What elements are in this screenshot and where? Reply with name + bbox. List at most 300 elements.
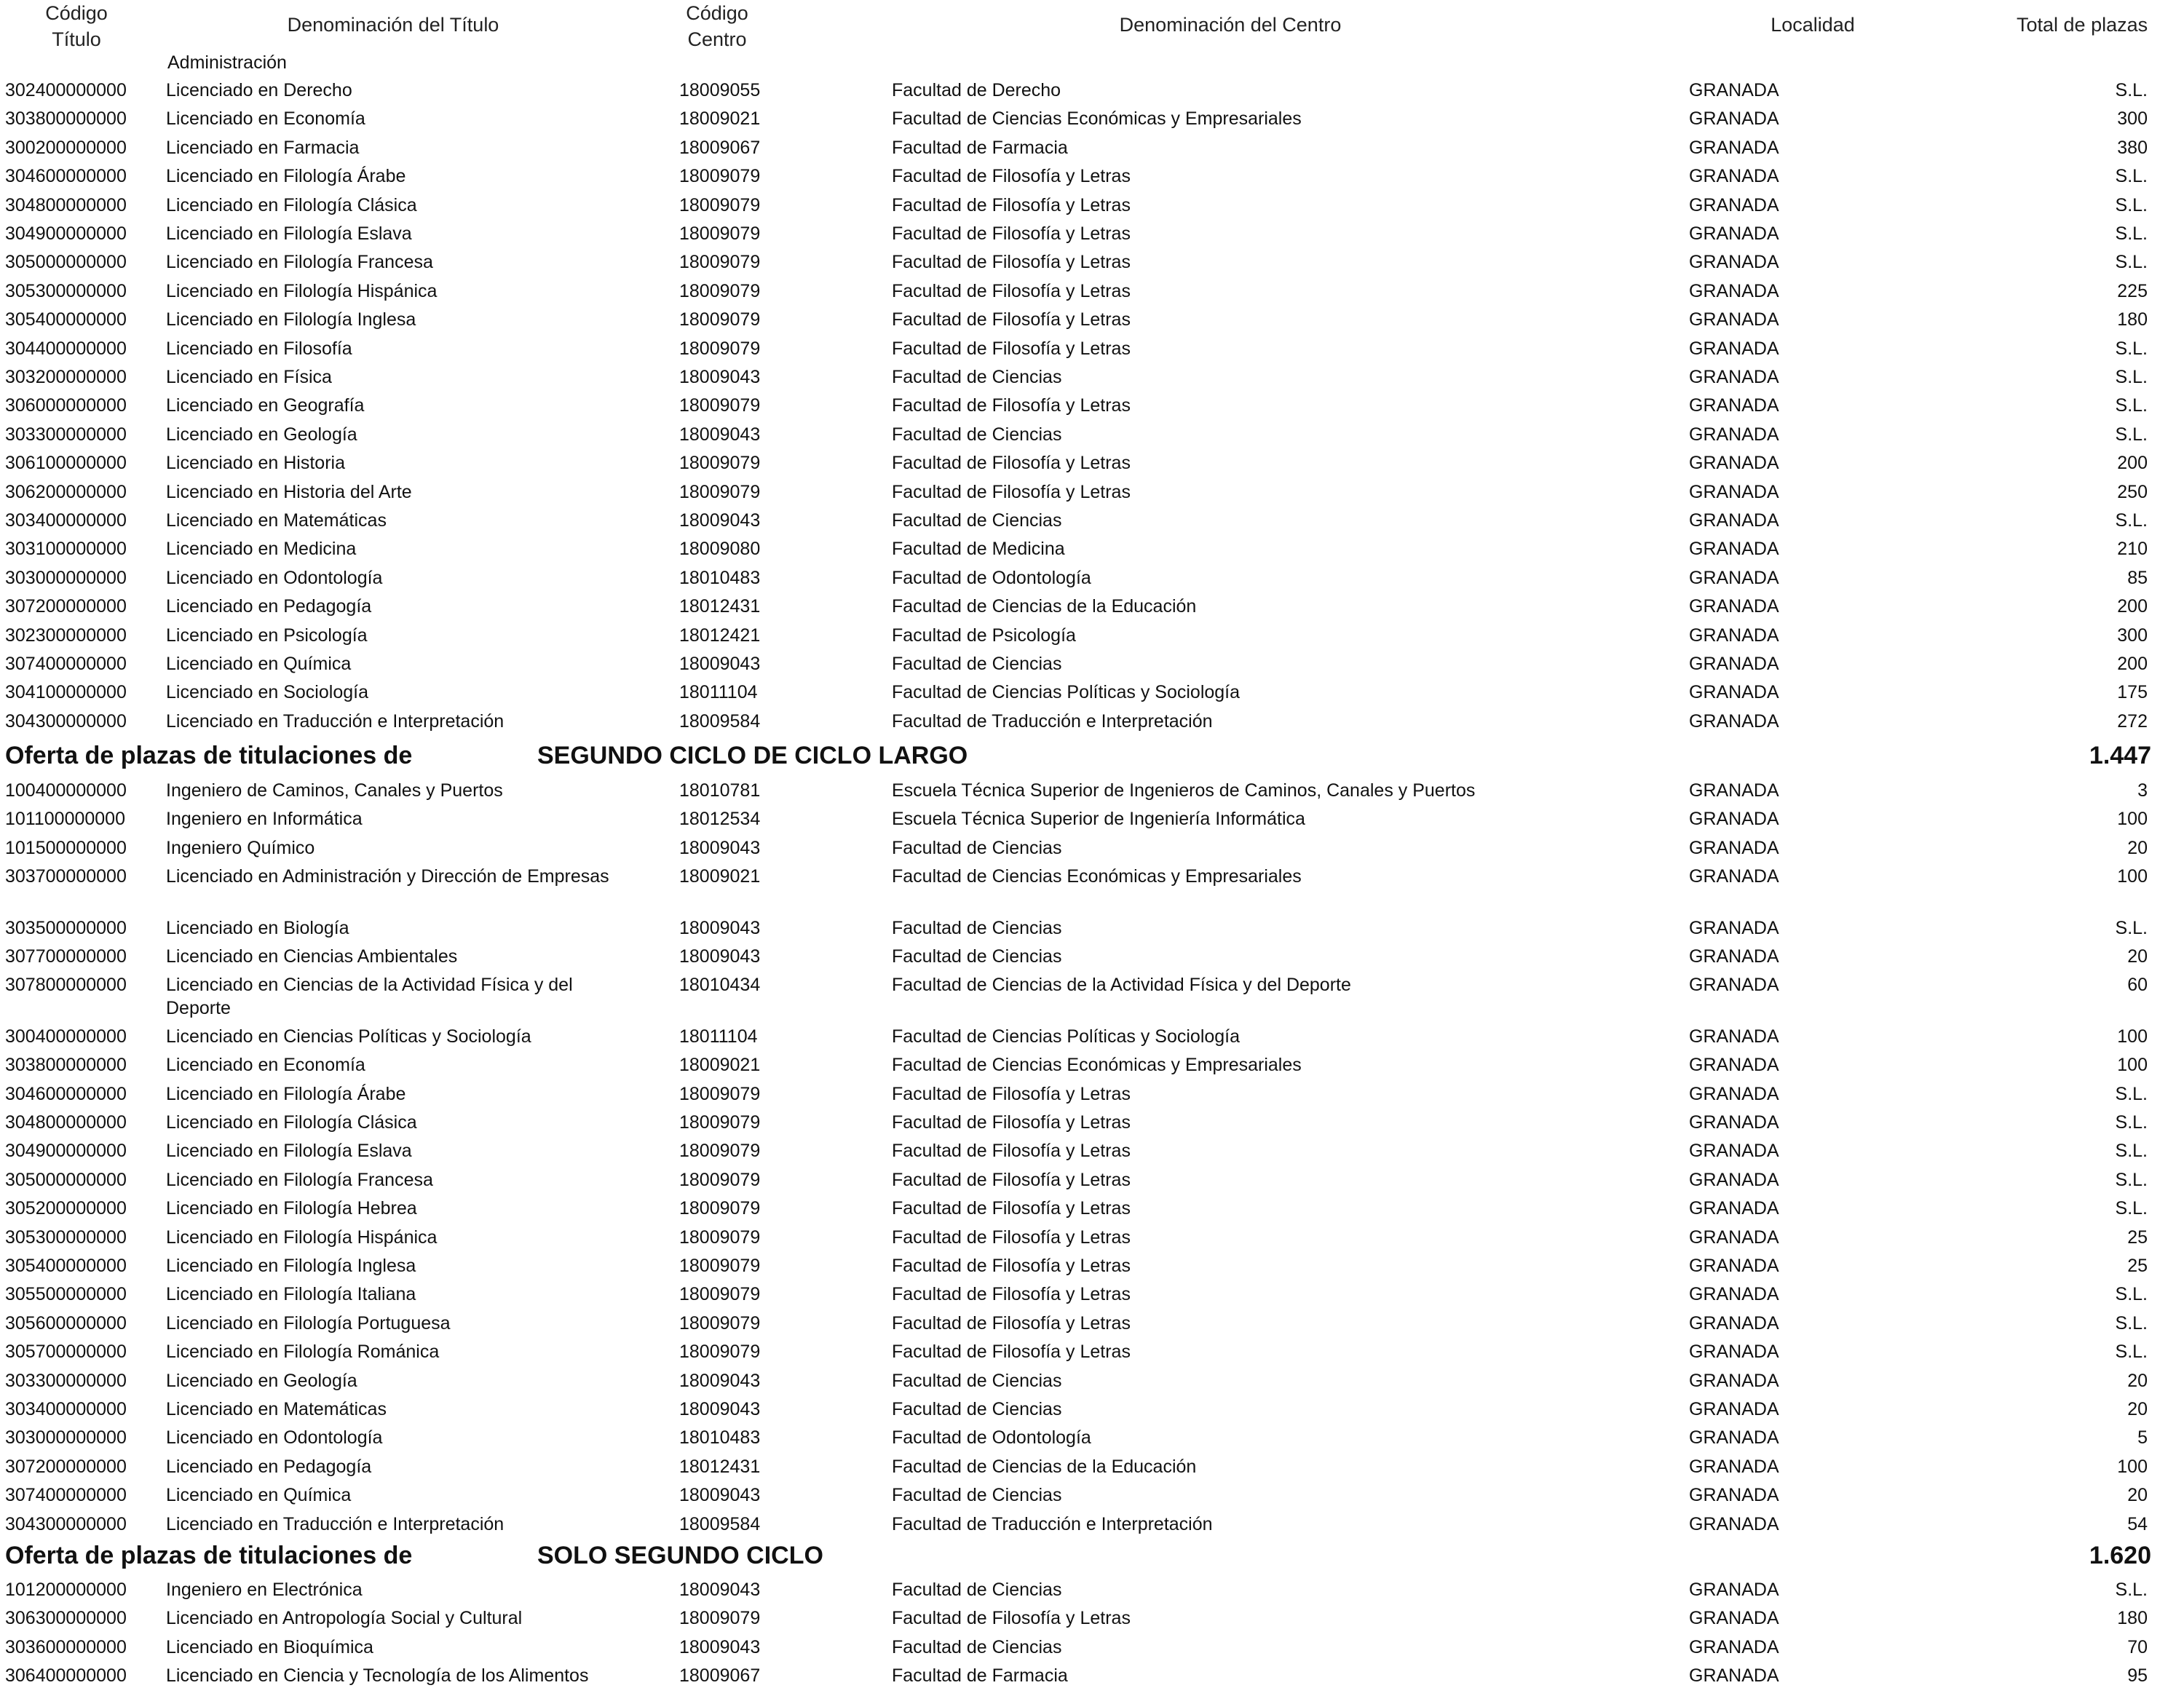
localidad: GRANADA <box>1689 108 1779 130</box>
centro-code: 18009021 <box>679 108 761 130</box>
centro-code: 18009079 <box>679 1256 761 1276</box>
total-plazas: 300 <box>2117 108 2148 130</box>
localidad: GRANADA <box>1689 710 1779 732</box>
centro-code: 18012534 <box>679 809 761 830</box>
titulo-code: 303100000000 <box>5 539 127 560</box>
centro-code: 18009043 <box>679 837 761 858</box>
centro-code: 18009079 <box>679 194 761 215</box>
centro-code: 18009079 <box>679 1112 761 1133</box>
localidad: GRANADA <box>1689 1169 1779 1190</box>
titulo-code: 304900000000 <box>5 223 127 244</box>
titulo-code: 305000000000 <box>5 1169 127 1190</box>
centro-name: Facultad de Filosofía y Letras <box>892 194 1131 215</box>
centro-code: 18009043 <box>679 1485 761 1506</box>
centro-code: 18010434 <box>679 975 761 996</box>
titulo-code: 307200000000 <box>5 596 127 617</box>
titulo-code: 303300000000 <box>5 1370 127 1391</box>
section-total: 1.620 <box>2089 1542 2151 1569</box>
centro-name: Facultad de Ciencias <box>892 1580 1062 1600</box>
centro-code: 18009043 <box>679 367 761 387</box>
localidad: GRANADA <box>1689 1284 1779 1305</box>
centro-code: 18009079 <box>679 309 761 330</box>
centro-code: 18009043 <box>679 917 761 938</box>
centro-code: 18011104 <box>679 1026 758 1047</box>
total-plazas: 85 <box>2127 567 2148 588</box>
centro-name: Facultad de Filosofía y Letras <box>892 252 1131 273</box>
titulo-code: 305700000000 <box>5 1342 127 1363</box>
titulo-code: 303700000000 <box>5 866 127 887</box>
localidad: GRANADA <box>1689 837 1779 858</box>
localidad: GRANADA <box>1689 1055 1779 1076</box>
titulo-code: 306300000000 <box>5 1608 127 1629</box>
titulo-name: Licenciado en Filología Árabe <box>166 166 406 187</box>
centro-code: 18009079 <box>679 1284 761 1305</box>
localidad: GRANADA <box>1689 1370 1779 1391</box>
titulo-code: 303500000000 <box>5 917 127 938</box>
header-denominacion-centro: Denominación del Centro <box>1119 14 1342 36</box>
titulo-name: Licenciado en Economía <box>166 108 365 130</box>
localidad: GRANADA <box>1689 780 1779 801</box>
header-localidad: Localidad <box>1770 14 1855 36</box>
titulo-code: 304300000000 <box>5 1513 127 1534</box>
titulo-code: 300400000000 <box>5 1026 127 1047</box>
total-plazas: 20 <box>2127 1370 2148 1391</box>
centro-name: Facultad de Filosofía y Letras <box>892 309 1131 330</box>
localidad: GRANADA <box>1689 1227 1779 1248</box>
titulo-name: Licenciado en Bioquímica <box>166 1636 373 1657</box>
titulo-name: Licenciado en Biología <box>166 917 349 938</box>
total-plazas: S.L. <box>2115 1580 2148 1600</box>
titulo-code: 306000000000 <box>5 395 127 416</box>
localidad: GRANADA <box>1689 625 1779 646</box>
centro-name: Facultad de Filosofía y Letras <box>892 481 1131 502</box>
localidad: GRANADA <box>1689 481 1779 502</box>
centro-name: Facultad de Medicina <box>892 539 1065 560</box>
localidad: GRANADA <box>1689 338 1779 359</box>
total-plazas: 200 <box>2117 596 2148 617</box>
centro-code: 18009079 <box>679 1227 761 1248</box>
titulo-code: 306200000000 <box>5 481 127 502</box>
total-plazas: S.L. <box>2115 1083 2148 1104</box>
titulo-code: 302400000000 <box>5 80 127 100</box>
titulo-code: 303000000000 <box>5 567 127 588</box>
centro-code: 18011104 <box>679 682 758 703</box>
localidad: GRANADA <box>1689 1580 1779 1600</box>
localidad: GRANADA <box>1689 1112 1779 1133</box>
localidad: GRANADA <box>1689 539 1779 560</box>
centro-name: Facultad de Derecho <box>892 80 1061 100</box>
titulo-code: 304900000000 <box>5 1141 127 1162</box>
localidad: GRANADA <box>1689 1427 1779 1449</box>
titulo-code: 303200000000 <box>5 367 127 387</box>
centro-code: 18009067 <box>679 137 761 158</box>
total-plazas: 95 <box>2127 1665 2148 1687</box>
localidad: GRANADA <box>1689 1256 1779 1276</box>
total-plazas: 200 <box>2117 654 2148 674</box>
titulo-name: Licenciado en Física <box>166 367 332 387</box>
titulo-name: Licenciado en Ciencia y Tecnología de los Alimentos <box>166 1665 589 1687</box>
titulo-code: 306400000000 <box>5 1665 127 1687</box>
centro-code: 18009043 <box>679 1580 761 1600</box>
total-plazas: S.L. <box>2115 510 2148 531</box>
titulo-code: 101100000000 <box>5 809 125 830</box>
centro-code: 18010483 <box>679 567 761 588</box>
centro-name: Escuela Técnica Superior de Ingenieros de Caminos, Canales y Puertos <box>892 780 1476 801</box>
total-plazas: 100 <box>2117 1456 2148 1477</box>
centro-name: Facultad de Ciencias <box>892 367 1062 387</box>
titulo-name: Licenciado en Traducción e Interpretación <box>166 710 505 732</box>
total-plazas: 225 <box>2117 280 2148 301</box>
centro-name: Facultad de Ciencias <box>892 424 1062 445</box>
titulo-code: 307400000000 <box>5 654 127 674</box>
titulo-name: Licenciado en Filología Inglesa <box>166 309 416 330</box>
localidad: GRANADA <box>1689 917 1779 938</box>
localidad: GRANADA <box>1689 1141 1779 1162</box>
titulo-name: Licenciado en Economía <box>166 1055 365 1076</box>
titulo-name: Ingeniero en Electrónica <box>166 1580 363 1600</box>
localidad: GRANADA <box>1689 1513 1779 1534</box>
total-plazas: 60 <box>2127 975 2148 996</box>
titulo-name: Licenciado en Filología Clásica <box>166 1112 417 1133</box>
titulo-name: Licenciado en Farmacia <box>166 137 360 158</box>
titulo-code: 304600000000 <box>5 1083 127 1104</box>
localidad: GRANADA <box>1689 1342 1779 1363</box>
section-lead: Oferta de plazas de titulaciones de <box>5 1542 413 1569</box>
centro-code: 18010781 <box>679 780 761 801</box>
total-plazas: 210 <box>2117 539 2148 560</box>
header-denominacion-titulo: Denominación del Título <box>287 14 499 36</box>
centro-code: 18009067 <box>679 1665 761 1687</box>
titulo-code: 302300000000 <box>5 625 127 646</box>
titulo-code: 303300000000 <box>5 424 127 445</box>
header-codigo-centro-line2: Centro <box>687 28 747 50</box>
titulo-name: Licenciado en Antropología Social y Cultural <box>166 1608 523 1629</box>
centro-code: 18009043 <box>679 1636 761 1657</box>
centro-code: 18012431 <box>679 1456 761 1477</box>
centro-name: Facultad de Ciencias Económicas y Empresariales <box>892 866 1302 887</box>
localidad: GRANADA <box>1689 367 1779 387</box>
localidad: GRANADA <box>1689 252 1779 273</box>
centro-name: Facultad de Ciencias <box>892 1399 1062 1419</box>
centro-code: 18009021 <box>679 866 761 887</box>
titulo-name: Licenciado en Pedagogía <box>166 596 372 617</box>
total-plazas: S.L. <box>2115 1284 2148 1305</box>
centro-name: Facultad de Filosofía y Letras <box>892 1256 1131 1276</box>
centro-name: Facultad de Ciencias <box>892 1370 1062 1391</box>
titulo-name: Licenciado en Filología Francesa <box>166 252 433 273</box>
centro-name: Facultad de Traducción e Interpretación <box>892 1513 1213 1534</box>
localidad: GRANADA <box>1689 424 1779 445</box>
centro-code: 18012431 <box>679 596 761 617</box>
titulo-name: Licenciado en Filología Románica <box>166 1342 440 1363</box>
centro-name: Facultad de Ciencias <box>892 510 1062 531</box>
total-plazas: S.L. <box>2115 1112 2148 1133</box>
total-plazas: 380 <box>2117 137 2148 158</box>
total-plazas: S.L. <box>2115 917 2148 938</box>
total-plazas: 3 <box>2137 780 2148 801</box>
centro-name: Facultad de Farmacia <box>892 1665 1068 1687</box>
centro-code: 18009079 <box>679 481 761 502</box>
centro-name: Facultad de Filosofía y Letras <box>892 1141 1131 1162</box>
localidad: GRANADA <box>1689 1665 1779 1687</box>
centro-code: 18009079 <box>679 280 761 301</box>
titulo-code: 307200000000 <box>5 1456 127 1477</box>
total-plazas: S.L. <box>2115 1198 2148 1219</box>
centro-code: 18009079 <box>679 1169 761 1190</box>
localidad: GRANADA <box>1689 975 1779 996</box>
centro-name: Facultad de Filosofía y Letras <box>892 338 1131 359</box>
titulo-name: Licenciado en Traducción e Interpretación <box>166 1513 505 1534</box>
titulo-name: Licenciado en Ciencias de la Actividad Física y del Deporte <box>166 975 573 1019</box>
titulo-name: Licenciado en Química <box>166 654 352 674</box>
titulo-code: 101500000000 <box>5 837 127 858</box>
centro-name: Facultad de Filosofía y Letras <box>892 1083 1131 1104</box>
header-codigo-titulo <box>29 0 124 52</box>
centro-name: Facultad de Farmacia <box>892 137 1068 158</box>
titulo-name: Licenciado en Geografía <box>166 395 365 416</box>
centro-code: 18009043 <box>679 1370 761 1391</box>
total-plazas: 100 <box>2117 809 2148 830</box>
localidad: GRANADA <box>1689 510 1779 531</box>
centro-code: 18012421 <box>679 625 761 646</box>
titulo-name: Licenciado en Filología Hispánica <box>166 1227 438 1248</box>
titulo-code: 305000000000 <box>5 252 127 273</box>
localidad: GRANADA <box>1689 1608 1779 1629</box>
total-plazas: 20 <box>2127 1399 2148 1419</box>
titulo-code: 100400000000 <box>5 780 127 801</box>
titulo-code: 303800000000 <box>5 1055 127 1076</box>
centro-code: 18009079 <box>679 1608 761 1629</box>
localidad: GRANADA <box>1689 395 1779 416</box>
centro-code: 18009079 <box>679 395 761 416</box>
titulo-code: 300200000000 <box>5 137 127 158</box>
header-total-plazas: Total de plazas <box>2017 14 2148 36</box>
total-plazas: 20 <box>2127 946 2148 967</box>
titulo-name: Licenciado en Filología Clásica <box>166 194 417 215</box>
header-codigo-centro <box>670 0 764 52</box>
titulo-code: 303000000000 <box>5 1427 127 1449</box>
localidad: GRANADA <box>1689 809 1779 830</box>
centro-name: Facultad de Filosofía y Letras <box>892 395 1131 416</box>
localidad: GRANADA <box>1689 223 1779 244</box>
localidad: GRANADA <box>1689 280 1779 301</box>
titulo-code: 305300000000 <box>5 1227 127 1248</box>
centro-name: Facultad de Filosofía y Letras <box>892 1608 1131 1629</box>
total-plazas: 100 <box>2117 1055 2148 1076</box>
centro-name: Facultad de Ciencias Económicas y Empresariales <box>892 1055 1302 1076</box>
titulo-name: Licenciado en Filología Eslava <box>166 223 412 244</box>
total-plazas: S.L. <box>2115 1169 2148 1190</box>
centro-name: Facultad de Ciencias Políticas y Sociología <box>892 682 1241 703</box>
titulo-name: Licenciado en Medicina <box>166 539 357 560</box>
section-total: 1.447 <box>2089 742 2151 769</box>
continuation-text: Administración <box>167 52 287 73</box>
total-plazas: 175 <box>2117 682 2148 703</box>
section-lead: Oferta de plazas de titulaciones de <box>5 742 413 769</box>
total-plazas: S.L. <box>2115 252 2148 273</box>
titulo-code: 307700000000 <box>5 946 127 967</box>
centro-code: 18009080 <box>679 539 761 560</box>
centro-name: Facultad de Filosofía y Letras <box>892 223 1131 244</box>
centro-name: Facultad de Filosofía y Letras <box>892 280 1131 301</box>
centro-name: Facultad de Ciencias de la Actividad Física y del Deporte <box>892 975 1351 996</box>
centro-code: 18009584 <box>679 710 761 732</box>
titulo-code: 303400000000 <box>5 1399 127 1419</box>
titulo-name: Licenciado en Historia <box>166 453 345 474</box>
localidad: GRANADA <box>1689 567 1779 588</box>
titulo-code: 307800000000 <box>5 975 127 996</box>
centro-name: Facultad de Filosofía y Letras <box>892 1169 1131 1190</box>
total-plazas: 54 <box>2127 1513 2148 1534</box>
localidad: GRANADA <box>1689 1399 1779 1419</box>
total-plazas: S.L. <box>2115 424 2148 445</box>
titulo-name: Licenciado en Psicología <box>166 625 368 646</box>
titulo-code: 304800000000 <box>5 1112 127 1133</box>
titulo-name: Licenciado en Ciencias Políticas y Sociología <box>166 1026 531 1047</box>
header-codigo-titulo-line1: Código <box>45 2 108 24</box>
centro-code: 18009079 <box>679 1141 761 1162</box>
localidad: GRANADA <box>1689 194 1779 215</box>
localidad: GRANADA <box>1689 1198 1779 1219</box>
section-kind: SOLO SEGUNDO CICLO <box>537 1542 823 1569</box>
titulo-name: Licenciado en Filología Inglesa <box>166 1256 416 1276</box>
titulo-code: 306100000000 <box>5 453 127 474</box>
titulo-name: Licenciado en Derecho <box>166 80 352 100</box>
titulo-code: 304300000000 <box>5 710 127 732</box>
titulo-code: 307400000000 <box>5 1485 127 1506</box>
total-plazas: 100 <box>2117 1026 2148 1047</box>
localidad: GRANADA <box>1689 309 1779 330</box>
centro-name: Escuela Técnica Superior de Ingeniería Informática <box>892 809 1305 830</box>
titulo-name: Licenciado en Matemáticas <box>166 1399 387 1419</box>
titulo-code: 303600000000 <box>5 1636 127 1657</box>
centro-name: Facultad de Ciencias <box>892 654 1062 674</box>
centro-code: 18009043 <box>679 654 761 674</box>
titulo-code: 305500000000 <box>5 1284 127 1305</box>
centro-name: Facultad de Filosofía y Letras <box>892 1342 1131 1363</box>
titulo-name: Licenciado en Historia del Arte <box>166 481 412 502</box>
centro-name: Facultad de Ciencias <box>892 1636 1062 1657</box>
total-plazas: S.L. <box>2115 367 2148 387</box>
localidad: GRANADA <box>1689 946 1779 967</box>
titulo-name: Licenciado en Filología Hebrea <box>166 1198 417 1219</box>
total-plazas: 100 <box>2117 866 2148 887</box>
section-kind: SEGUNDO CICLO DE CICLO LARGO <box>537 742 968 769</box>
localidad: GRANADA <box>1689 1083 1779 1104</box>
localidad: GRANADA <box>1689 682 1779 703</box>
centro-code: 18009079 <box>679 338 761 359</box>
centro-code: 18009079 <box>679 1342 761 1363</box>
titulo-name: Licenciado en Geología <box>166 1370 357 1391</box>
titulo-name: Licenciado en Filología Eslava <box>166 1141 412 1162</box>
titulo-name: Ingeniero Químico <box>166 837 315 858</box>
header-codigo-centro-line1: Código <box>686 2 748 24</box>
titulo-name: Ingeniero en Informática <box>166 809 363 830</box>
total-plazas: S.L. <box>2115 395 2148 416</box>
centro-name: Facultad de Filosofía y Letras <box>892 1227 1131 1248</box>
centro-name: Facultad de Odontología <box>892 1427 1091 1449</box>
centro-name: Facultad de Ciencias <box>892 1485 1062 1506</box>
total-plazas: 200 <box>2117 453 2148 474</box>
centro-code: 18010483 <box>679 1427 761 1449</box>
centro-code: 18009043 <box>679 510 761 531</box>
centro-code: 18009079 <box>679 166 761 187</box>
total-plazas: 300 <box>2117 625 2148 646</box>
centro-name: Facultad de Odontología <box>892 567 1091 588</box>
centro-name: Facultad de Filosofía y Letras <box>892 1198 1131 1219</box>
titulo-name: Licenciado en Química <box>166 1485 352 1506</box>
total-plazas: 250 <box>2117 481 2148 502</box>
titulo-name: Licenciado en Geología <box>166 424 357 445</box>
centro-name: Facultad de Filosofía y Letras <box>892 453 1131 474</box>
centro-code: 18009079 <box>679 1198 761 1219</box>
centro-name: Facultad de Filosofía y Letras <box>892 166 1131 187</box>
localidad: GRANADA <box>1689 654 1779 674</box>
centro-name: Facultad de Ciencias de la Educación <box>892 596 1197 617</box>
centro-name: Facultad de Ciencias <box>892 837 1062 858</box>
titulo-name: Licenciado en Pedagogía <box>166 1456 372 1477</box>
total-plazas: S.L. <box>2115 1141 2148 1162</box>
total-plazas: 25 <box>2127 1227 2148 1248</box>
centro-code: 18009079 <box>679 223 761 244</box>
titulo-name: Licenciado en Filosofía <box>166 338 352 359</box>
total-plazas: 5 <box>2137 1427 2148 1449</box>
centro-name: Facultad de Filosofía y Letras <box>892 1112 1131 1133</box>
titulo-code: 304800000000 <box>5 194 127 215</box>
total-plazas: 180 <box>2117 309 2148 330</box>
titulo-name: Licenciado en Ciencias Ambientales <box>166 946 458 967</box>
total-plazas: S.L. <box>2115 1342 2148 1363</box>
localidad: GRANADA <box>1689 80 1779 100</box>
centro-code: 18009043 <box>679 424 761 445</box>
total-plazas: 20 <box>2127 1485 2148 1506</box>
centro-name: Facultad de Ciencias <box>892 946 1062 967</box>
titulo-code: 304600000000 <box>5 166 127 187</box>
titulo-name: Licenciado en Sociología <box>166 682 368 703</box>
titulo-code: 101200000000 <box>5 1580 127 1600</box>
centro-code: 18009055 <box>679 80 761 100</box>
localidad: GRANADA <box>1689 1485 1779 1506</box>
total-plazas: 20 <box>2127 837 2148 858</box>
total-plazas: 180 <box>2117 1608 2148 1629</box>
titulo-code: 305300000000 <box>5 280 127 301</box>
titulo-name: Licenciado en Filología Portuguesa <box>166 1312 451 1334</box>
localidad: GRANADA <box>1689 866 1779 887</box>
localidad: GRANADA <box>1689 1026 1779 1047</box>
titulo-name: Licenciado en Administración y Dirección de Empresas <box>166 866 609 887</box>
titulo-name: Licenciado en Filología Francesa <box>166 1169 433 1190</box>
centro-code: 18009079 <box>679 1083 761 1104</box>
total-plazas: 25 <box>2127 1256 2148 1276</box>
titulo-code: 304100000000 <box>5 682 127 703</box>
total-plazas: S.L. <box>2115 1312 2148 1334</box>
titulo-name: Licenciado en Filología Italiana <box>166 1284 416 1305</box>
titulo-name: Licenciado en Odontología <box>166 1427 383 1449</box>
centro-name: Facultad de Filosofía y Letras <box>892 1312 1131 1334</box>
total-plazas: S.L. <box>2115 223 2148 244</box>
titulo-code: 303800000000 <box>5 108 127 130</box>
titulo-code: 305200000000 <box>5 1198 127 1219</box>
localidad: GRANADA <box>1689 596 1779 617</box>
titulo-code: 304400000000 <box>5 338 127 359</box>
centro-code: 18009021 <box>679 1055 761 1076</box>
localidad: GRANADA <box>1689 1456 1779 1477</box>
centro-name: Facultad de Ciencias <box>892 917 1062 938</box>
titulo-code: 305600000000 <box>5 1312 127 1334</box>
titulo-name: Licenciado en Filología Hispánica <box>166 280 438 301</box>
centro-name: Facultad de Psicología <box>892 625 1076 646</box>
localidad: GRANADA <box>1689 1312 1779 1334</box>
